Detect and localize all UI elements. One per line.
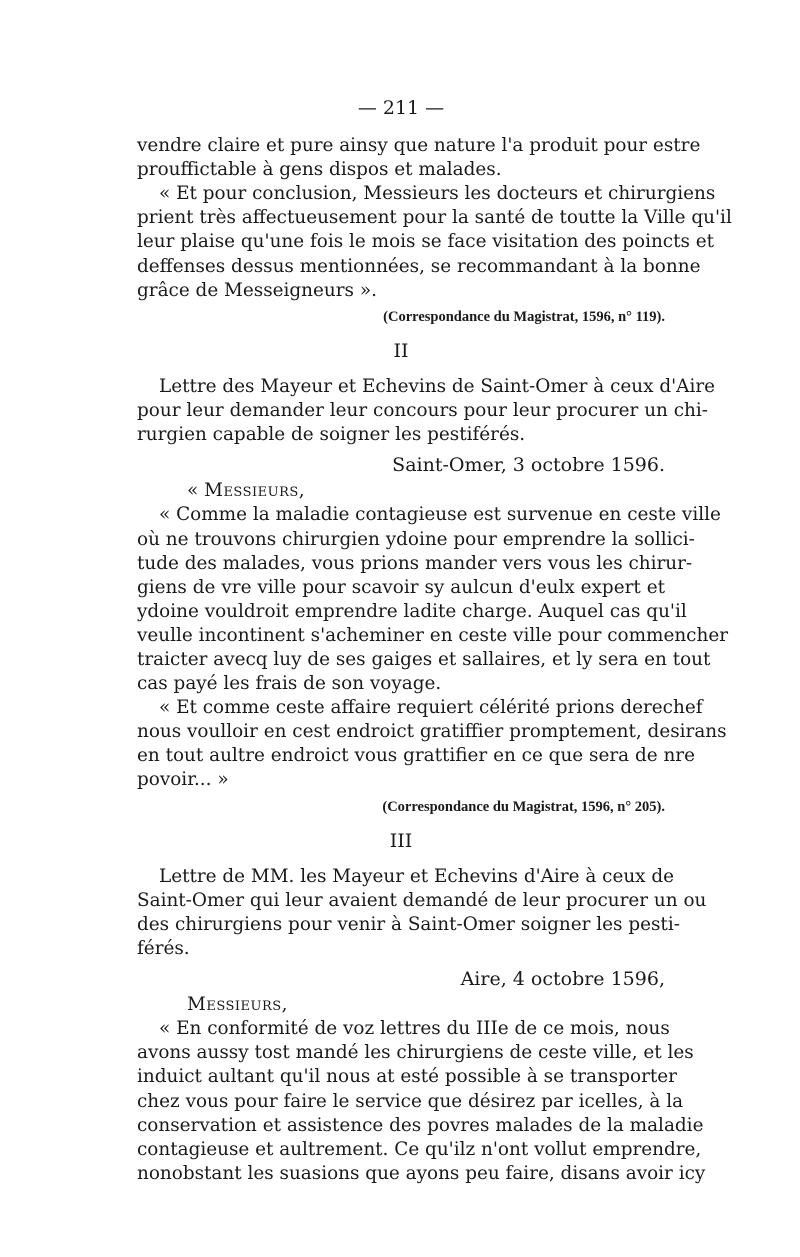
body-line: nous voulloir en cest endroict gratiffier promptement, desirans bbox=[137, 721, 727, 743]
body-line: cas payé les frais de son voyage. bbox=[137, 673, 442, 695]
salutation bbox=[137, 479, 665, 503]
dateline: Aire, 4 octobre 1596, bbox=[460, 968, 665, 991]
body-line: en tout aultre endroict vous grattifier en ce que sera de nre bbox=[137, 745, 695, 767]
body-line: « En conformité de voz lettres du IIIe de ce mois, nous bbox=[159, 1018, 670, 1040]
intro-line: rurgien capable de soigner les pestiférés. bbox=[137, 424, 526, 446]
intro-line: férés. bbox=[137, 938, 190, 959]
intro-line: pour leur demander leur concours pour leur procurer un chi- bbox=[137, 400, 708, 422]
body-line: nonobstant les suasions que ayons peu faire, disans avoir icy bbox=[137, 1162, 706, 1184]
block1-line: grâce de Messeigneurs ». bbox=[137, 279, 377, 301]
body-line: induict aultant qu'il nous at esté possible à se transporter bbox=[137, 1066, 677, 1088]
body-line: giens de vre ville pour scavoir sy aulcun d'eulx expert et bbox=[137, 576, 665, 598]
block1 bbox=[137, 134, 732, 329]
section-heading: II bbox=[393, 339, 409, 362]
intro-line: des chirurgiens pour venir à Saint-Omer soigner les pesti- bbox=[137, 913, 680, 935]
block1-line: prient très affectueusement pour la santé de toutte la Ville qu'il bbox=[137, 207, 732, 229]
page-number: — 211 — bbox=[357, 97, 445, 119]
block1-line: leur plaise qu'une fois le mois se face visitation des poincts et bbox=[137, 231, 715, 253]
body-line: veulle incontinent s'acheminer en ceste ville pour commencher bbox=[137, 624, 729, 646]
body-line: povoir... » bbox=[137, 769, 229, 791]
section-2 bbox=[137, 339, 729, 819]
body-line: contagieuse et aultrement. Ce qu'ilz n'ont vollut emprendre, bbox=[137, 1138, 702, 1160]
source-citation: (Correspondance du Magistrat, 1596, n° 119). bbox=[383, 308, 665, 325]
block1-line: deffenses dessus mentionnées, se recommandant à la bonne bbox=[137, 255, 701, 277]
body-line: conservation et assistence des povres malades de la maladie bbox=[137, 1114, 704, 1136]
block1-line: prouffictable à gens dispos et malades. bbox=[137, 159, 502, 181]
section-heading: III bbox=[389, 829, 413, 852]
block1-line: « Et pour conclusion, Messieurs les docteurs et chirurgiens bbox=[159, 183, 716, 205]
body-line: « Comme la maladie contagieuse est survenue en ceste ville bbox=[159, 504, 721, 526]
body-line: ydoine vouldroit emprendre ladite charge. Auquel cas qu'il bbox=[137, 600, 687, 622]
intro-line: Lettre des Mayeur et Echevins de Saint-Omer à ceux d'Aire bbox=[159, 375, 716, 397]
body-line: chez vous pour faire le service que désirez par icelles, à la bbox=[137, 1090, 684, 1112]
intro-line: Lettre de MM. les Mayeur et Echevins d'Aire à ceux de bbox=[159, 865, 675, 887]
body-line: avons aussy tost mandé les chirurgiens de ceste ville, et les bbox=[137, 1042, 694, 1064]
body-line: où ne trouvons chirurgien ydoine pour emprendre la sollici- bbox=[137, 528, 695, 550]
block1-line: vendre claire et pure ainsy que nature l'a produit pour estre bbox=[137, 135, 701, 157]
document-page bbox=[137, 96, 732, 1186]
intro-line: Saint-Omer qui leur avaient demandé de leur procurer un ou bbox=[137, 889, 707, 911]
salutation-text: Messieurs, bbox=[204, 480, 306, 502]
source-citation: (Correspondance du Magistrat, 1596, n° 205). bbox=[382, 798, 665, 815]
section-3 bbox=[137, 829, 707, 1186]
salutation-text: Messieurs, bbox=[187, 994, 289, 1016]
dateline: Saint-Omer, 3 octobre 1596. bbox=[392, 454, 665, 477]
salutation-quote: « bbox=[187, 480, 205, 502]
salutation bbox=[137, 993, 665, 1017]
body-line: « Et comme ceste affaire requiert célérité prions derechef bbox=[159, 697, 703, 719]
body-line: traicter avecq luy de ses gaiges et sallaires, et ly sera en tout bbox=[137, 648, 711, 670]
body-line: tude des malades, vous prions mander vers vous les chirur- bbox=[137, 552, 693, 574]
